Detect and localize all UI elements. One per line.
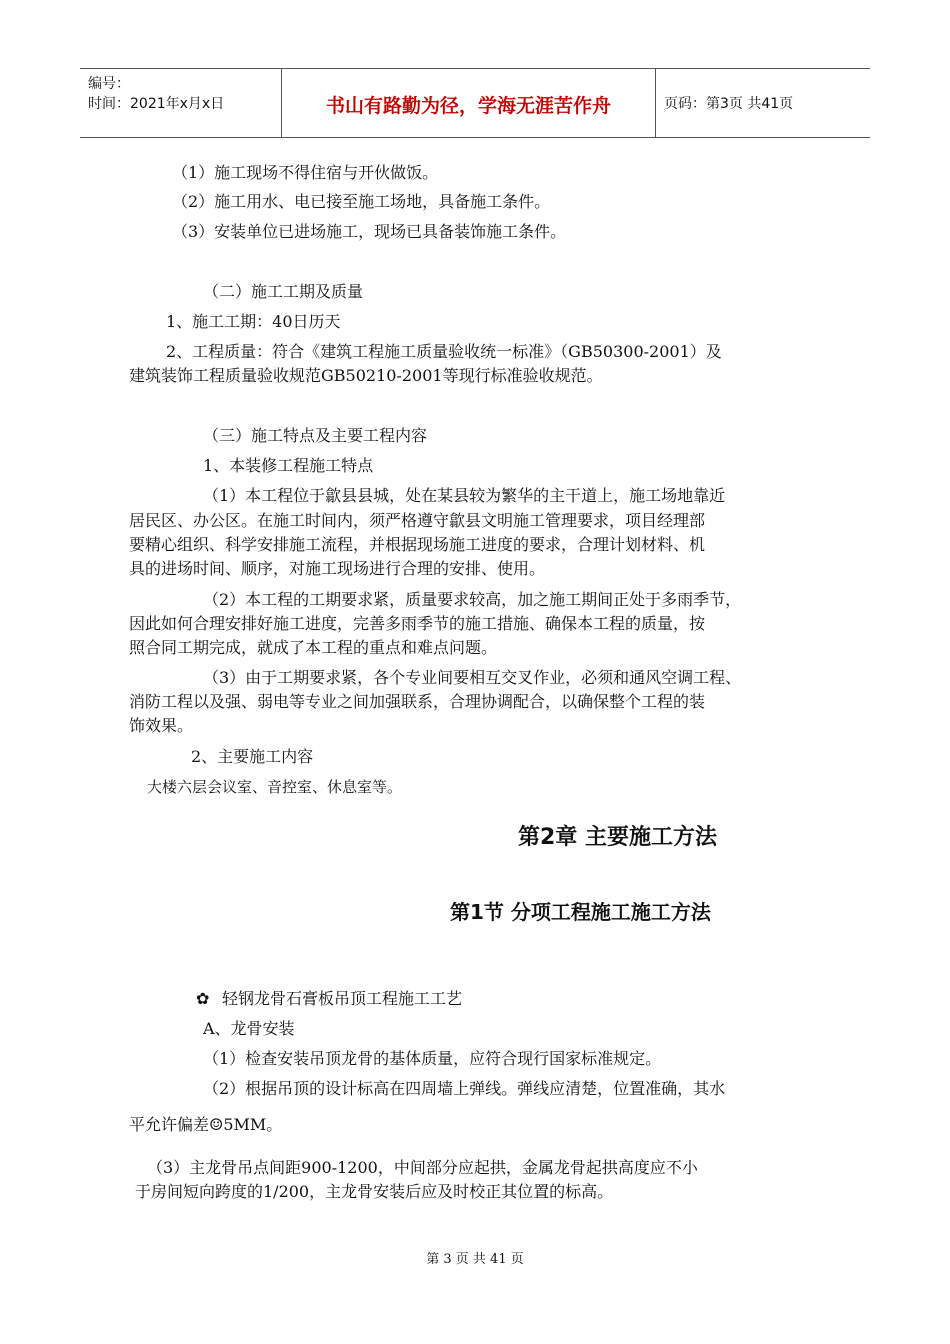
paragraph-line: 因此如何合理安排好施工进度，完善多雨季节的施工措施、确保本工程的质量，按 [129, 614, 706, 633]
paragraph-line: 饰效果。 [129, 716, 194, 735]
header-page-cell [656, 69, 870, 137]
header-meta-cell [80, 69, 282, 137]
paragraph-line: 2、主要施工内容 [191, 747, 314, 766]
header-motto-cell [282, 69, 656, 137]
paragraph-line: （3）由于工期要求紧，各个专业间要相互交叉作业，必须和通风空调工程、 [203, 668, 742, 687]
paragraph-line: 要精心组织、科学安排施工流程，并根据现场施工进度的要求，合理计划材料、机 [129, 535, 706, 554]
paragraph-line: 建筑装饰工程质量验收规范GB50210-2001等现行标准验收规范。 [129, 366, 603, 385]
section-heading: 第1节 分项工程施工施工方法 [450, 900, 711, 924]
paragraph-line: A、龙骨安装 [203, 1019, 295, 1038]
paragraph-line: 2、工程质量：符合《建筑工程施工质量验收统一标准》（GB50300-2001）及 [166, 342, 722, 361]
paragraph-line: 1、本装修工程施工特点 [203, 456, 374, 475]
paragraph-line: （1）检查安装吊顶龙骨的基体质量，应符合现行国家标准规定。 [203, 1049, 662, 1068]
paragraph-line: 具的进场时间、顺序，对施工现场进行合理的安排、使用。 [129, 559, 546, 578]
paragraph-line: （1）施工现场不得住宿与开伙做饭。 [172, 163, 439, 182]
header-motto: 书山有路勤为径，学海无涯苦作舟 [325, 95, 611, 117]
paragraph-line: （2）施工用水、电已接至施工场地，具备施工条件。 [172, 192, 551, 211]
paragraph-line: 平允许偏差☺5MM。 [129, 1115, 283, 1134]
document-number-label: 编号： [88, 76, 130, 92]
craft-title: 轻钢龙骨石膏板吊顶工程施工工艺 [222, 989, 463, 1008]
chapter-heading: 第2章 主要施工方法 [518, 825, 717, 850]
bullet-icon: ✿ [196, 989, 210, 1008]
paragraph-line: 居民区、办公区。在施工时间内，须严格遵守歙县文明施工管理要求，项目经理部 [129, 511, 706, 530]
header-page-info: 页码：第3页 共41页 [664, 96, 794, 112]
page-header [80, 68, 870, 138]
paragraph-line: 大楼六层会议室、音控室、休息室等。 [147, 778, 403, 796]
paragraph-line: （2）根据吊顶的设计标高在四周墙上弹线。弹线应清楚，位置准确，其水 [203, 1079, 726, 1098]
paragraph-line: 消防工程以及强、弱电等专业之间加强联系，合理协调配合，以确保整个工程的装 [129, 692, 706, 711]
document-date-label: 时间：2021年x月x日 [88, 96, 225, 112]
paragraph-line: 于房间短向跨度的1/200，主龙骨安装后应及时校正其位置的标高。 [135, 1182, 614, 1201]
section-heading: （三）施工特点及主要工程内容 [203, 426, 428, 445]
section-heading: （二）施工工期及质量 [203, 282, 364, 301]
page-footer: 第 3 页 共 41 页 [426, 1252, 524, 1267]
paragraph-line: （3）安装单位已进场施工，现场已具备装饰施工条件。 [172, 222, 567, 241]
paragraph-line: （1）本工程位于歙县县城，处在某县较为繁华的主干道上，施工场地靠近 [203, 486, 726, 505]
paragraph-line: （3）主龙骨吊点间距900-1200，中间部分应起拱，金属龙骨起拱高度应不小 [147, 1158, 698, 1177]
paragraph-line: 照合同工期完成，就成了本工程的重点和难点问题。 [129, 638, 498, 657]
paragraph-line: 1、施工工期：40日历天 [166, 312, 341, 331]
paragraph-line: （2）本工程的工期要求紧，质量要求较高，加之施工期间正处于多雨季节， [203, 590, 742, 609]
